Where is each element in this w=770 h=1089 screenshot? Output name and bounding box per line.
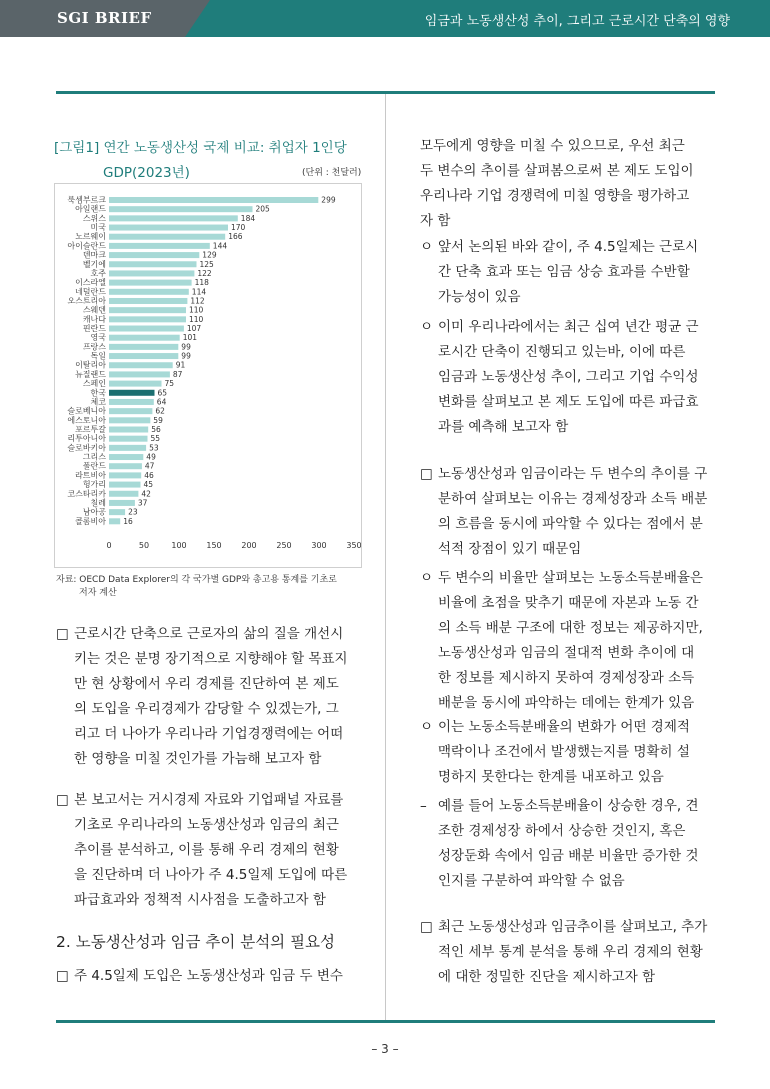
x-tick-label: 350 (346, 541, 361, 550)
text-line: 한 정보를 제시하지 못하여 경제성장과 소득 (438, 670, 695, 686)
value-label: 125 (199, 259, 214, 269)
category-label: 벨기에 (82, 259, 106, 269)
left-para-3 (56, 964, 343, 989)
header-title: 임금과 노동생산성 추이, 그리고 근로시간 단축의 영향 (424, 14, 730, 29)
bar (109, 252, 199, 258)
value-label: 144 (212, 241, 228, 251)
value-label: 107 (186, 324, 202, 334)
x-tick-label: 50 (138, 541, 150, 550)
text-line: 최근 노동생산성과 임금추이를 살펴보고, 추가 (438, 919, 708, 935)
value-label: 170 (231, 223, 246, 233)
bullet-marker: ㅇ (420, 319, 434, 335)
bullet-marker: □ (56, 792, 69, 808)
category-label: 리투아니아 (67, 434, 106, 444)
value-label: 114 (191, 287, 207, 297)
text-line: 두 변수의 추이를 살펴봄으로써 본 제도 도입이 (420, 163, 694, 179)
value-label: 37 (137, 498, 148, 508)
text-line: 만 현 상황에서 우리 경제를 진단하여 본 제도 (74, 676, 339, 692)
text-line: 리고 더 나아가 우리나라 기업경쟁력에는 어떠 (74, 726, 344, 742)
bar (109, 417, 150, 423)
bar (109, 280, 192, 286)
bar (109, 445, 146, 451)
category-label: 체코 (90, 397, 106, 407)
category-label: 그리스 (82, 452, 106, 462)
category-label: 슬로바키아 (67, 443, 106, 453)
bar (109, 427, 148, 433)
category-label: 라트비아 (75, 470, 106, 480)
figure-box (54, 183, 362, 568)
bar (109, 371, 170, 377)
bar (109, 225, 228, 231)
category-label: 폴란드 (82, 461, 106, 471)
text-line: 추이를 분석하고, 이를 통해 우리 경제의 현황 (74, 842, 339, 858)
bullet-marker: ㅇ (420, 719, 434, 735)
category-label: 스위스 (82, 213, 106, 223)
category-label: 오스트리아 (67, 296, 106, 306)
text-line: 을 진단하며 더 나아가 주 4.5일제 도입에 따른 (74, 867, 348, 883)
text-line: 키는 것은 분명 장기적으로 지향해야 할 목표지 (74, 651, 348, 667)
value-label: 118 (194, 278, 209, 288)
bar (109, 436, 148, 442)
text-line: 한 영향을 미칠 것인가를 가늠해 보고자 함 (74, 751, 322, 767)
x-tick-label: 150 (206, 541, 222, 550)
value-label: 299 (321, 195, 336, 205)
bullet-marker: ㅇ (420, 570, 434, 586)
text-line: 변화를 살펴보고 본 제도 도입에 따른 파급효 (438, 394, 699, 410)
text-line: 분하여 살펴보는 이유는 경제성장과 소득 배분 (438, 491, 708, 507)
category-label: 스페인 (82, 379, 106, 389)
value-label: 65 (157, 388, 168, 398)
text-line: 석적 장점이 있기 때문임 (438, 541, 582, 557)
text-line: 의 소득 배분 구조에 대한 정보는 제공하지만, (438, 620, 703, 636)
bar (109, 270, 194, 276)
category-label: 독일 (90, 351, 106, 361)
category-label: 아이슬란드 (67, 241, 106, 251)
value-label: 59 (153, 415, 163, 425)
value-label: 47 (144, 461, 155, 471)
text-line: 노동생산성과 임금의 절대적 변화 추이에 대 (438, 645, 695, 661)
value-label: 99 (181, 342, 191, 352)
value-label: 122 (197, 268, 212, 278)
value-label: 23 (128, 507, 138, 517)
right-dash-1 (420, 794, 699, 894)
text-line: 본 보고서는 거시경제 자료와 기업패널 자료를 (74, 792, 344, 808)
right-continuation (420, 134, 694, 234)
bar (109, 261, 197, 267)
text-line: 우리나라 기업 경쟁력에 미칠 영향을 평가하고 (420, 188, 690, 204)
text-line: 과를 예측해 보고자 함 (438, 419, 569, 435)
text-line: 예를 들어 노동소득분배율이 상승한 경우, 견 (438, 798, 699, 814)
value-label: 42 (141, 489, 151, 499)
value-label: 129 (202, 250, 217, 260)
bar (109, 362, 173, 368)
category-label: 헝가리 (82, 480, 106, 490)
bar (109, 335, 180, 341)
page-number: – 3 – (371, 1042, 399, 1056)
right-para-2 (420, 462, 707, 562)
text-line: 이미 우리나라에서는 최근 십여 년간 평균 근 (438, 319, 699, 335)
category-label: 한국 (90, 388, 106, 398)
value-label: 99 (181, 351, 191, 361)
category-label: 스웨덴 (82, 305, 106, 315)
bar (109, 408, 152, 414)
value-label: 101 (182, 333, 198, 343)
category-label: 뉴질랜드 (75, 369, 106, 379)
text-line: 파급효과와 정책적 시사점을 도출하고자 함 (74, 892, 326, 908)
value-label: 49 (146, 452, 156, 462)
text-line: 근로시간 단축으로 근로자의 삶의 질을 개선시 (74, 626, 344, 642)
bar (109, 243, 210, 249)
figure-title: [그림1] 연간 노동생산성 국제 비교: 취업자 1인당 (54, 140, 347, 156)
bar (109, 500, 135, 506)
value-label: 112 (190, 296, 205, 306)
value-label: 46 (144, 470, 154, 480)
x-tick-label: 300 (311, 541, 327, 550)
value-label: 55 (150, 434, 161, 444)
bar (109, 298, 187, 304)
value-label: 62 (155, 406, 165, 416)
bar (109, 491, 138, 497)
bullet-marker: □ (420, 466, 433, 482)
text-line: 이는 노동소득분배율의 변화가 어떤 경제적 (438, 719, 690, 735)
column-divider (385, 94, 386, 1020)
text-line: 맥락이나 조건에서 발생했는지를 명확히 설 (438, 744, 690, 760)
figure-source (56, 574, 376, 600)
text-line: 임금과 노동생산성 추이, 그리고 기업 수익성 (438, 369, 699, 385)
bar (109, 289, 189, 295)
text-line: 주 4.5일제 도입은 노동생산성과 임금 두 변수 (74, 968, 343, 984)
figure-source-line2: 저자 계산 (79, 588, 117, 598)
value-label: 87 (172, 369, 183, 379)
bar (109, 472, 141, 478)
text-line: 모두에게 영향을 미칠 수 있으므로, 우선 최근 (420, 138, 685, 154)
bar (109, 215, 238, 221)
value-label: 16 (123, 516, 133, 526)
category-label: 아일랜드 (75, 204, 106, 214)
bullet-marker: – (420, 798, 427, 814)
category-label: 미국 (90, 223, 106, 233)
value-label: 184 (240, 213, 256, 223)
category-label: 영국 (90, 333, 106, 343)
bar (109, 518, 120, 524)
category-label: 핀란드 (82, 324, 106, 334)
text-line: 의 흐름을 동시에 파악할 수 있다는 점에서 분 (438, 516, 703, 532)
bullet-marker: □ (420, 919, 433, 935)
text-line: 노동생산성과 임금이라는 두 변수의 추이를 구 (438, 466, 708, 482)
category-label: 네덜란드 (75, 287, 106, 297)
header-brand: SGI BRIEF (57, 9, 152, 27)
bar (109, 381, 162, 387)
bar (109, 316, 186, 322)
bar (109, 353, 178, 359)
text-line: 두 변수의 비율만 살펴보는 노동소득분배율은 (438, 570, 703, 586)
bar (109, 326, 184, 332)
category-label: 코스타리카 (67, 489, 106, 499)
bar (109, 390, 155, 396)
text-line: 의 도입을 우리경제가 감당할 수 있겠는가, 그 (74, 701, 339, 717)
left-para-2 (56, 788, 347, 913)
value-label: 166 (228, 232, 243, 242)
bullet-marker: □ (56, 968, 69, 984)
bar-chart (55, 184, 361, 567)
value-label: 45 (143, 480, 154, 490)
value-label: 56 (151, 425, 161, 434)
bar (109, 206, 253, 212)
value-label: 53 (149, 443, 159, 453)
bar (109, 197, 318, 203)
x-tick-label: 0 (106, 541, 112, 550)
x-tick-label: 250 (276, 541, 292, 550)
text-line: 명하지 못한다는 한계를 내포하고 있음 (438, 769, 664, 785)
bar (109, 482, 141, 488)
x-tick-label: 100 (171, 541, 187, 550)
text-line: 에 대한 정밀한 진단을 제시하고자 함 (438, 969, 656, 985)
bar (109, 344, 178, 350)
category-label: 포르투갈 (75, 425, 106, 434)
value-label: 205 (255, 204, 270, 214)
text-line: 자 함 (420, 213, 451, 229)
right-bullet-2 (420, 315, 699, 440)
right-bullet-1 (420, 235, 698, 310)
text-line: 기초로 우리나라의 노동생산성과 임금의 최근 (74, 817, 339, 833)
right-para-3 (420, 915, 707, 990)
text-line: 로시간 단축이 진행되고 있는바, 이에 따른 (438, 344, 686, 360)
category-label: 남아공 (82, 507, 106, 517)
right-bullet-4 (420, 715, 690, 790)
text-line: 앞서 논의된 바와 같이, 주 4.5일제는 근로시 (438, 239, 699, 255)
category-label: 콜롬비아 (75, 516, 106, 526)
bar (109, 454, 143, 460)
value-label: 110 (189, 314, 204, 324)
text-line: 비율에 초점을 맞추기 때문에 자본과 노동 간 (438, 595, 699, 611)
category-label: 에스토니아 (67, 415, 106, 425)
value-label: 64 (156, 397, 167, 407)
category-label: 덴마크 (82, 250, 106, 260)
category-label: 이탈리아 (75, 360, 106, 370)
text-line: 조한 경제성장 하에서 상승한 것인지, 혹은 (438, 823, 686, 839)
section-heading: 2. 노동생산성과 임금 추이 분석의 필요성 (56, 933, 335, 951)
text-line: 배분을 동시에 파악하는 데에는 한계가 있음 (438, 695, 695, 711)
category-label: 룩셈부르크 (67, 195, 106, 205)
bottom-rule (56, 1020, 715, 1023)
text-line: 간 단축 효과 또는 임금 상승 효과를 수반할 (438, 264, 690, 280)
category-label: 프랑스 (82, 342, 106, 352)
text-line: 가능성이 있음 (438, 289, 521, 305)
value-label: 110 (189, 305, 204, 315)
category-label: 슬로베니아 (67, 406, 106, 416)
bar (109, 234, 225, 240)
bullet-marker: ㅇ (420, 239, 434, 255)
category-label: 이스라엘 (75, 278, 106, 288)
bar (109, 307, 186, 313)
header-bar (0, 0, 770, 37)
x-tick-label: 200 (241, 541, 257, 550)
text-line: 적인 세부 통계 분석을 통해 우리 경제의 현황 (438, 944, 703, 960)
bar (109, 463, 142, 469)
bullet-marker: □ (56, 626, 69, 642)
value-label: 75 (164, 379, 175, 389)
figure-title-line2: GDP(2023년) (103, 165, 190, 181)
category-label: 캐나다 (82, 314, 106, 324)
bar (109, 509, 125, 515)
text-line: 인지를 구분하여 파악할 수 없음 (438, 873, 625, 889)
figure-source-line1: 자료: OECD Data Explorer의 각 국가별 GDP와 총고용 통계를 기초로 (56, 575, 337, 585)
left-para-1 (56, 622, 348, 772)
bar (109, 399, 154, 405)
category-label: 칠레 (90, 498, 106, 508)
text-line: 성장둔화 속에서 임금 배분 비율만 증가한 것 (438, 848, 699, 864)
value-label: 91 (175, 360, 186, 370)
figure-unit: (단위 : 천달러) (302, 168, 362, 178)
right-bullet-3 (420, 566, 703, 716)
category-label: 노르웨이 (75, 232, 106, 242)
category-label: 호주 (90, 268, 106, 278)
